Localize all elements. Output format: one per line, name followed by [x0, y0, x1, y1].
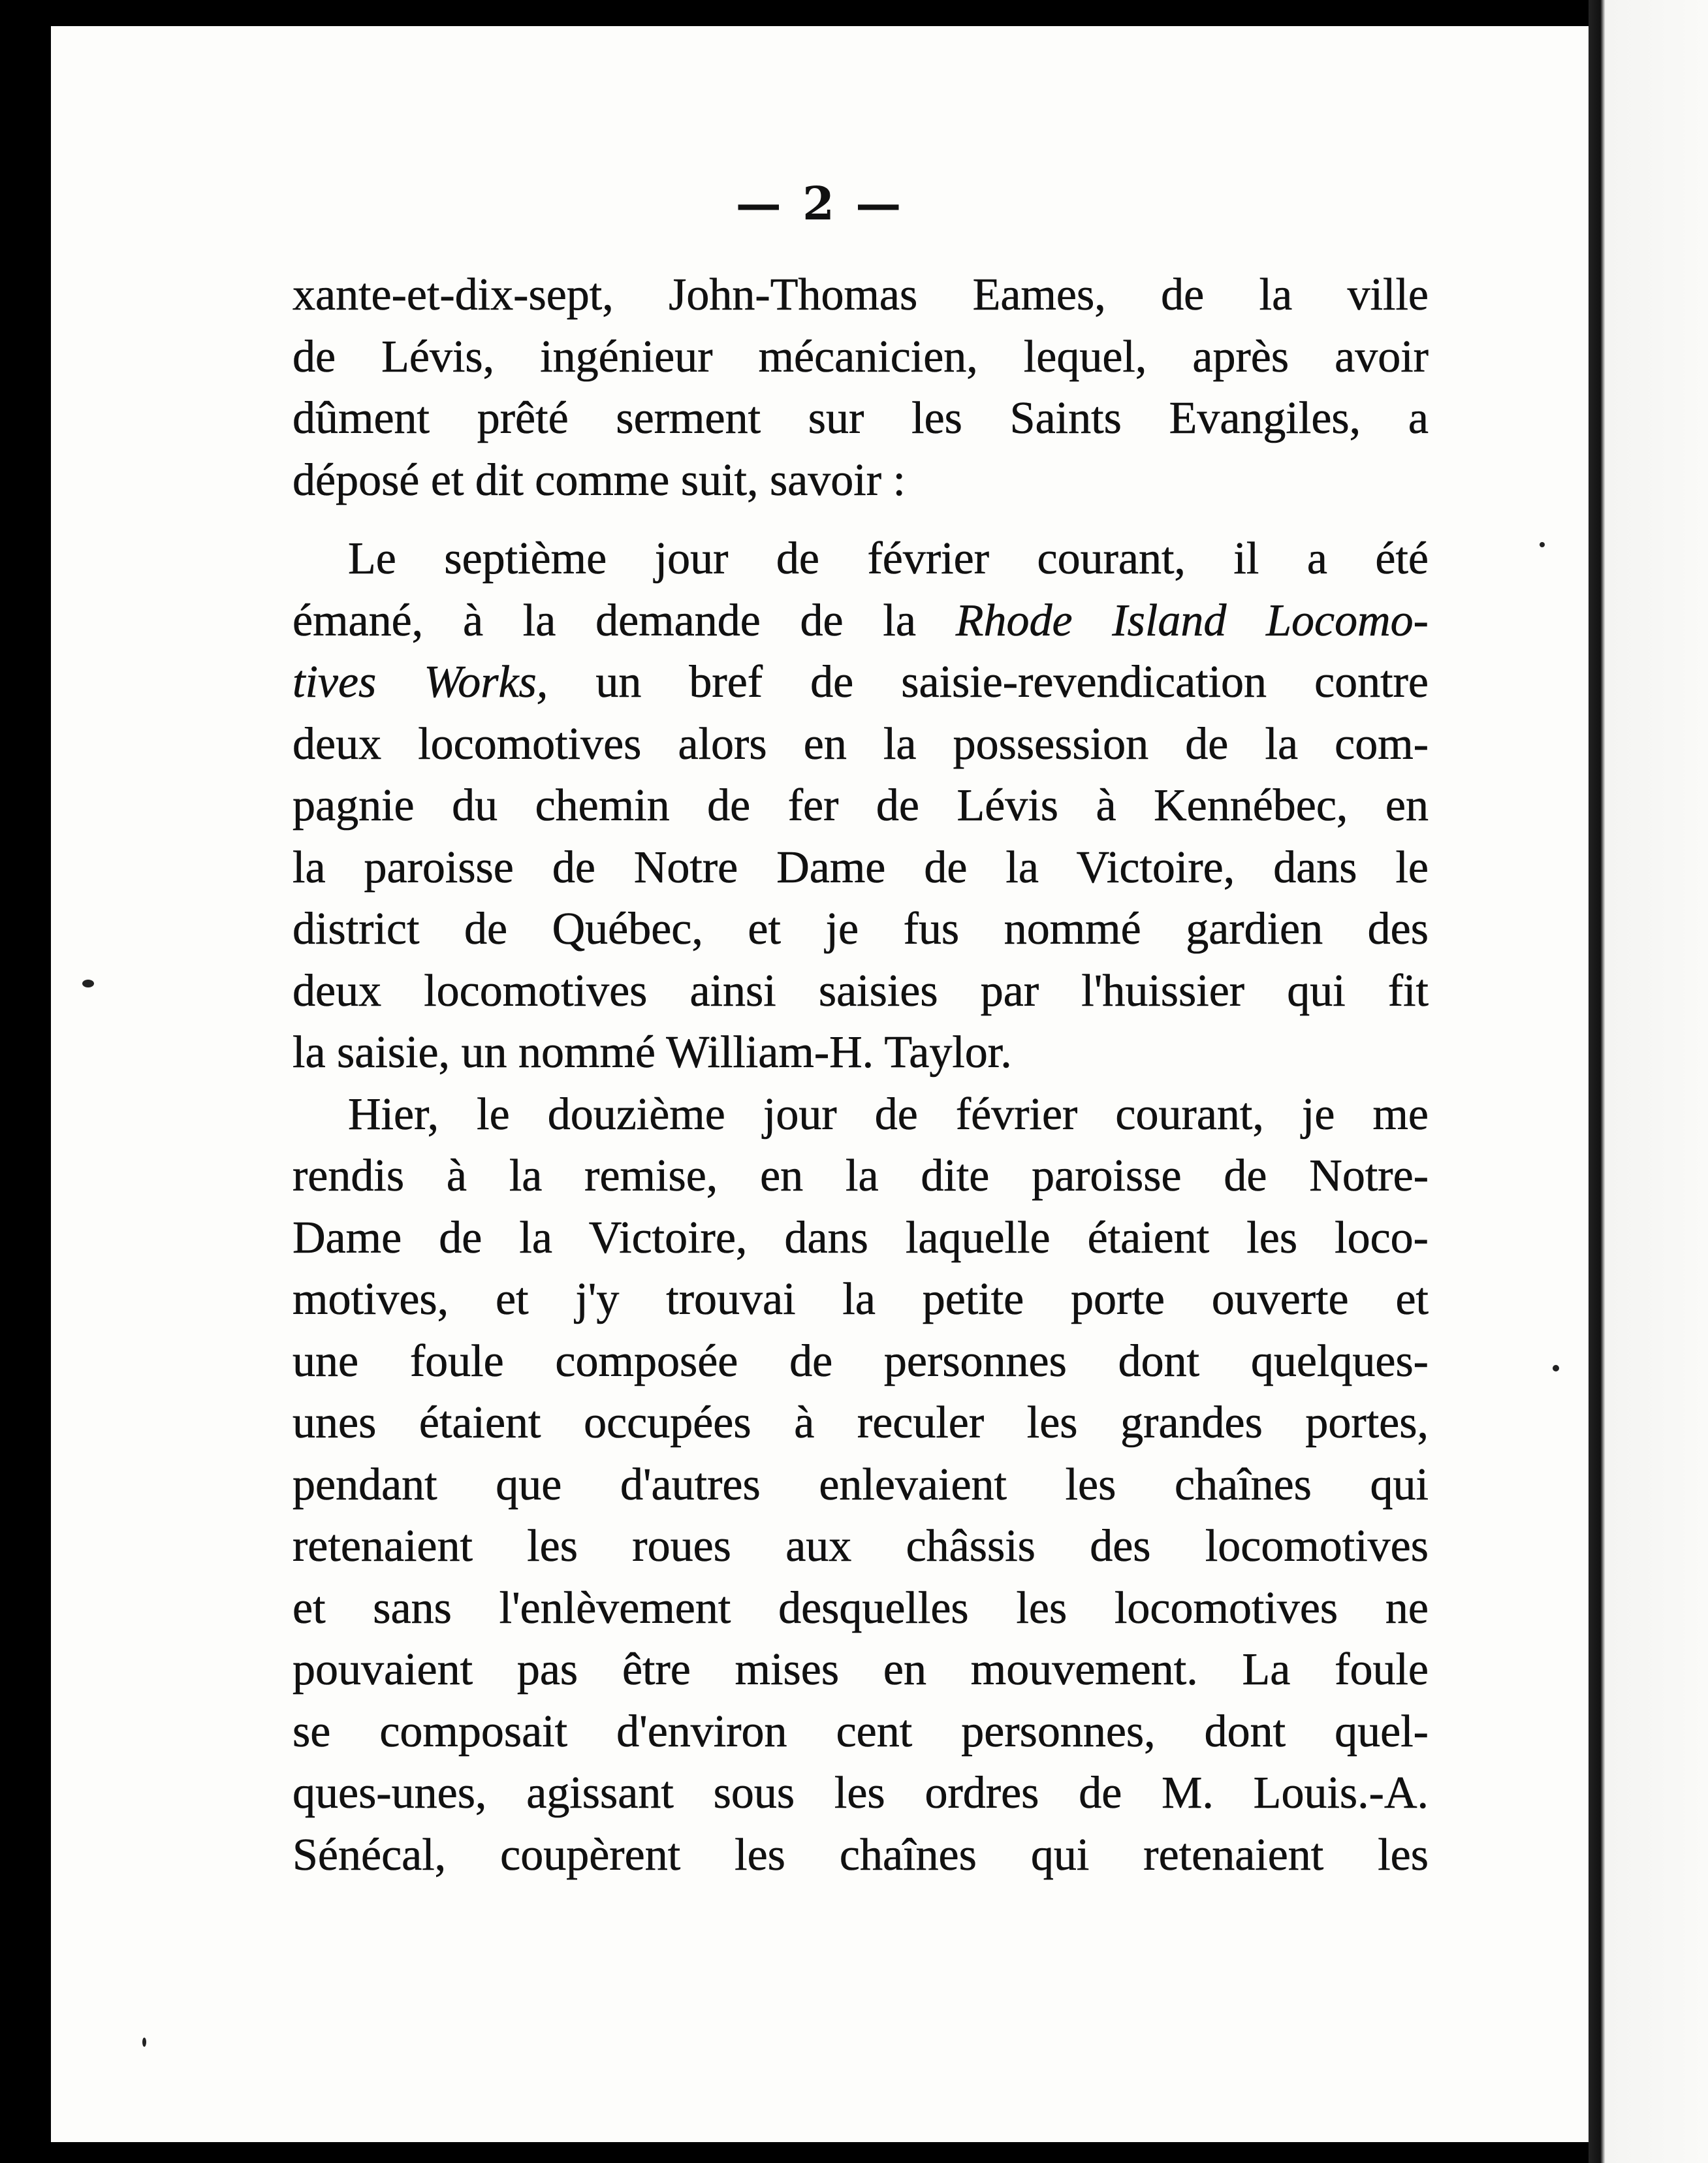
text-line: la paroisse de Notre Dame de la Victoire, dans le [293, 842, 1429, 893]
text-fragment: un bref de saisie-revendication contre [548, 657, 1429, 707]
text-line: xante-et-dix-sept, John-Thomas Eames, de la ville [293, 270, 1429, 320]
text-line: de Lévis, ingénieur mécanicien, lequel, après avoir [293, 331, 1429, 382]
body-text [293, 264, 1429, 1886]
text-line: retenaient les roues aux châssis des locomotives [293, 1521, 1429, 1571]
text-line: ques-unes, agissant sous les ordres de M. Louis.-A. [293, 1768, 1429, 1818]
text-line: Hier, le douzième jour de février courant, je me [348, 1089, 1429, 1140]
text-line: unes étaient occupées à reculer les grandes portes, [293, 1398, 1429, 1448]
text-line: rendis à la remise, en la dite paroisse de Notre- [293, 1151, 1429, 1201]
text-line: et sans l'enlèvement desquelles les locomotives ne [293, 1582, 1429, 1633]
text-line: dûment prêté serment sur les Saints Evangiles, a [293, 393, 1429, 443]
italic-fragment: tives Works, [293, 657, 548, 707]
page-number: — 2 — [735, 176, 904, 231]
text-line: district de Québec, et je fus nommé gardien des [293, 904, 1429, 954]
text-line: Sénécal, coupèrent les chaînes qui retenaient les [293, 1829, 1429, 1880]
text-line: deux locomotives ainsi saisies par l'huissier qui fit [293, 965, 1429, 1016]
scan-speck [1540, 542, 1545, 547]
text-line [293, 590, 1429, 652]
italic-fragment: Rhode Island Locomo- [955, 595, 1429, 646]
facing-page-edge [1589, 0, 1708, 2163]
text-line: une foule composée de personnes dont quelques- [293, 1336, 1429, 1386]
text-line: pagnie du chemin de fer de Lévis à Kennébec, en [293, 780, 1429, 831]
text-line [293, 652, 1429, 714]
text-line: motives, et j'y trouvai la petite porte ouverte et [293, 1274, 1429, 1324]
text-fragment: émané, à la demande de la [293, 595, 916, 646]
text-line: Dame de la Victoire, dans laquelle étaient les loco- [293, 1212, 1429, 1263]
page-sheet [51, 26, 1589, 2142]
scan-speck [142, 2038, 146, 2047]
text-line: deux locomotives alors en la possession de la com- [293, 718, 1429, 769]
text-line: déposé et dit comme suit, savoir : [293, 455, 906, 505]
paragraph-gap [293, 511, 1429, 528]
scan-speck [82, 980, 94, 987]
text-line: se composait d'environ cent personnes, dont quel- [293, 1706, 1429, 1757]
text-line: Le septième jour de février courant, il a été [348, 534, 1429, 584]
scan-speck [1553, 1365, 1559, 1371]
text-line: la saisie, un nommé William-H. Taylor. [293, 1027, 1012, 1078]
text-line: pendant que d'autres enlevaient les chaînes qui [293, 1459, 1429, 1510]
text-line: pouvaient pas être mises en mouvement. La foule [293, 1644, 1429, 1695]
